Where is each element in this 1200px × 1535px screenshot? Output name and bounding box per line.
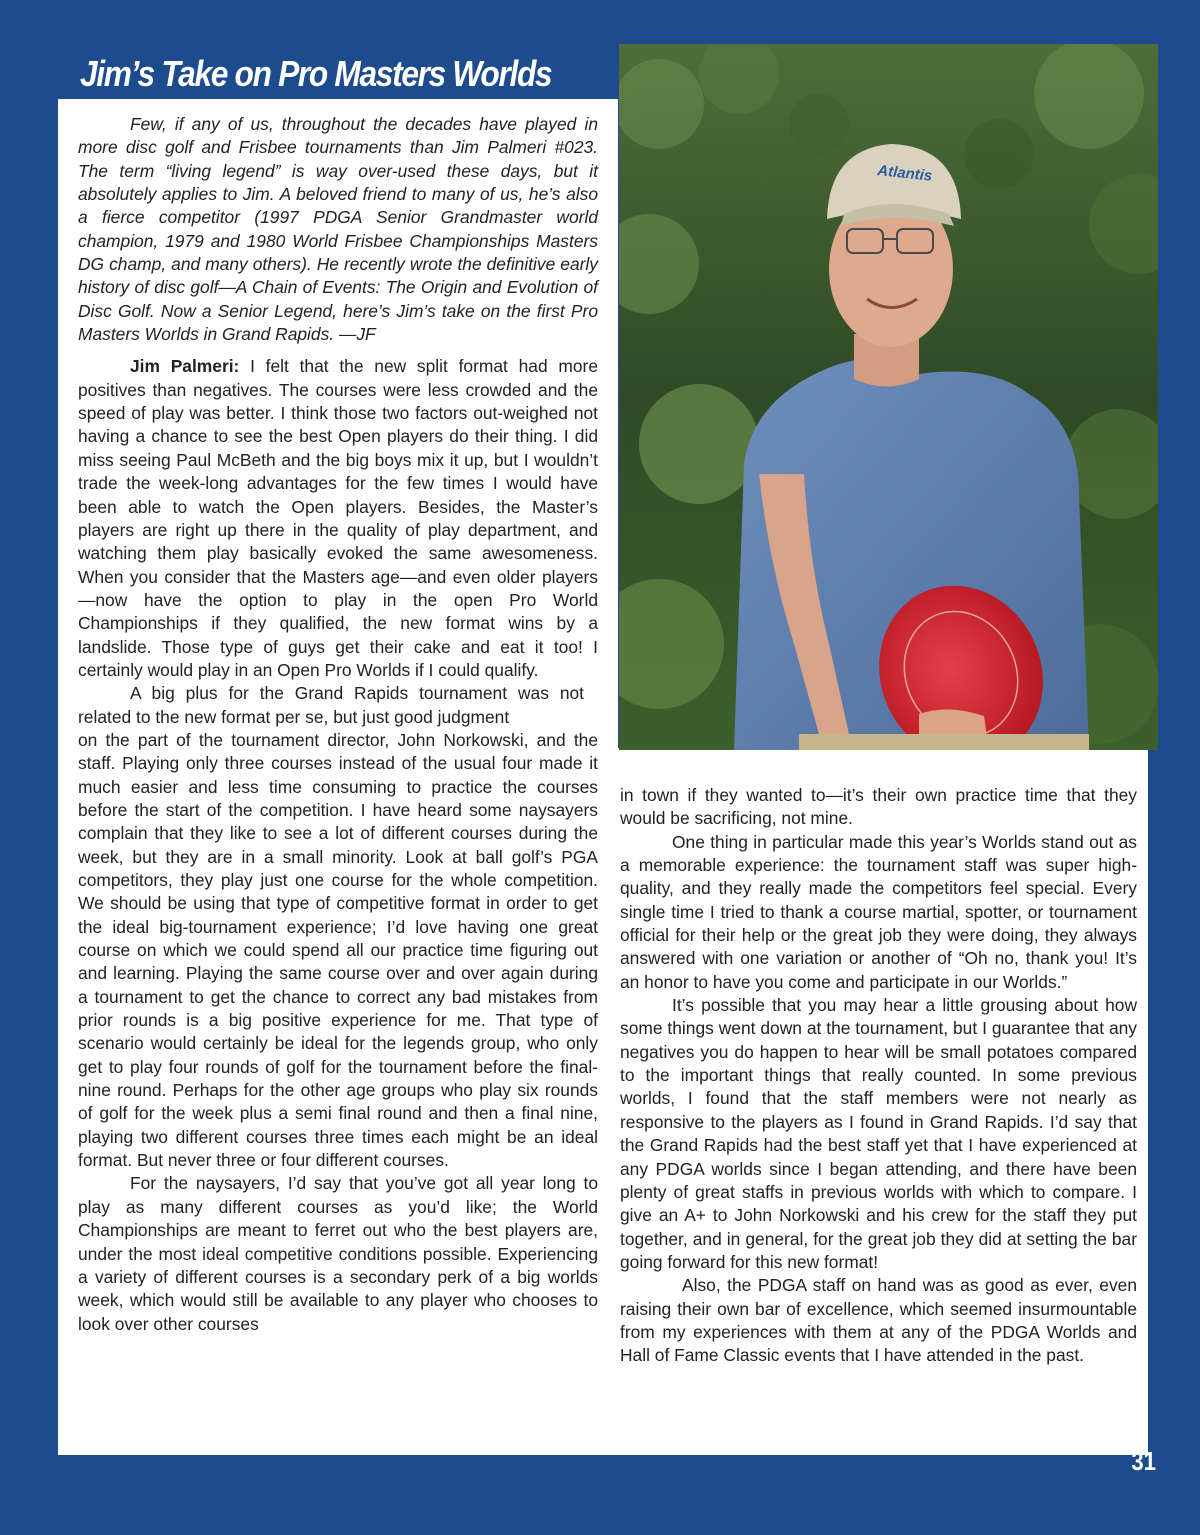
portrait-photo [619,44,1158,750]
right-column [620,784,1137,1368]
article-title: Jim’s Take on Pro Masters Worlds [80,53,552,94]
paragraph-3-continued: in town if they wanted to—it’s their own practice time that they would be sacrificing, not mine. [620,785,1137,829]
paragraph-3: For the naysayers, I’d say that you’ve got all year long to play as many different courses as you’d like; the World Championships are meant to ferret out who the best players are, under the most ideal competitive conditions possible. Experiencing a variety of different courses is a secondary perk of a big worlds week, which would still be available to any player who chooses to look over other courses [78,1173,598,1334]
paragraph-1-text: I felt that the new split format had more positives than negatives. The courses were less crowded and the speed of play was better. I think those two factors out-weighed not having a chance to see the best Open players do their thing. I did miss seeing Paul McBeth and the big boys mix it up, but I wouldn’t trade the week-long advantages for the few times I would have been able to watch the Open players. Besides, the Master’s players are right up there in the quality of play department, and watching them play basically evoked the same awesomeness. When you consider that the Masters age—and even older players—now have the option to play in the open Pro World Championships if they qualified, the new format wins by a landslide. Those type of guys get their cake and eat it too! I certainly would play in an Open Pro Worlds if I could qualify. [78,356,598,680]
narrow-wrap [78,682,584,729]
page-number: 31 [1131,1446,1156,1476]
paragraph-4: One thing in particular made this year’s Worlds stand out as a memorable experience: the tournament staff was super high-quality, and they really made the competitors feel special. Every single time I tried to thank a course martial, spotter, or tournament official for their help or the great job they were doing, they always answered with one variation or another of “Oh no, thank you! It’s an honor to have you come and participate in our Worlds.” [620,831,1137,992]
khaki-pants [799,734,1089,750]
left-column [78,113,598,1336]
paragraph-1 [78,355,598,682]
intro-text: Few, if any of us, throughout the decades have played in more disc golf and Frisbee tournaments than Jim Palmeri #023. The term “living legend” is way over-used these days, but it absolutely applies to Jim. A beloved friend to many of us, he’s also a fierce competitor (1997 PDGA Senior Grandmaster world champion, 1979 and 1980 World Frisbee Championships Masters DG champ, and many others). He recently wrote the definitive early history of disc golf—A Chain of Events: The Origin and Evolution of Disc Golf. Now a Senior Legend, here’s Jim’s take on the first Pro Masters Worlds in Grand Rapids. —JF [78,114,598,345]
paragraph-2a: A big plus for the Grand Rapids tournament was not related to the new format per se, but just good judgment [78,683,584,727]
paragraph-6: Also, the PDGA staff on hand was as good as ever, even raising their own bar of excellence, which seemed insurmountable from my experiences with them at any of the PDGA Worlds and Hall of Fame Classic events that I have attended in the past. [620,1275,1137,1366]
paragraph-2b: on the part of the tournament director, John Norkowski, and the staff. Playing only three courses instead of the usual four made it much easier and less time consuming to practice the courses before the start of the competition. I have heard some naysayers complain that they like to see a lot of different courses during the week, but they are in a small minority. Look at ball golf’s PGA competitors, they play just one course for the whole competition. We should be using that type of competitive format in order to get the ideal big-tournament experience; I’d love having one great course on which we could spend all our practice time figuring out and learning. Playing the same course over and over again during a tournament to get the chance to correct any bad mistakes from prior rounds is a big positive experience for me. That type of scenario would certainly be ideal for the legends group, who only get to play four rounds of golf for the tournament before the final-nine round. Perhaps for the other age groups who play six rounds of golf for the week plus a semi final round and then a final nine, playing two different courses three times each might be an ideal format. But never three or four different courses. [78,729,598,1171]
paragraph-5: It’s possible that you may hear a little grousing about how some things went down at the tournament, but I guarantee that any negatives you do happen to hear will be small potatoes compared to the important things that really counted. In some previous worlds, I found that the staff members were not nearly as responsive to the players as I found in Grand Rapids. I’d say that the Grand Rapids had the best staff yet that I have experienced at any PDGA worlds since I began attending, and there have been plenty of great staffs in previous worlds with which to compare. I give an A+ to John Norkowski and his crew for the staff they put together, and in general, for the great job they did at setting the bar going forward for this new format! [620,995,1137,1272]
article-intro [78,113,598,346]
speaker-name: Jim Palmeri: [130,356,240,377]
cap-logo-text: Atlantis [876,162,934,185]
